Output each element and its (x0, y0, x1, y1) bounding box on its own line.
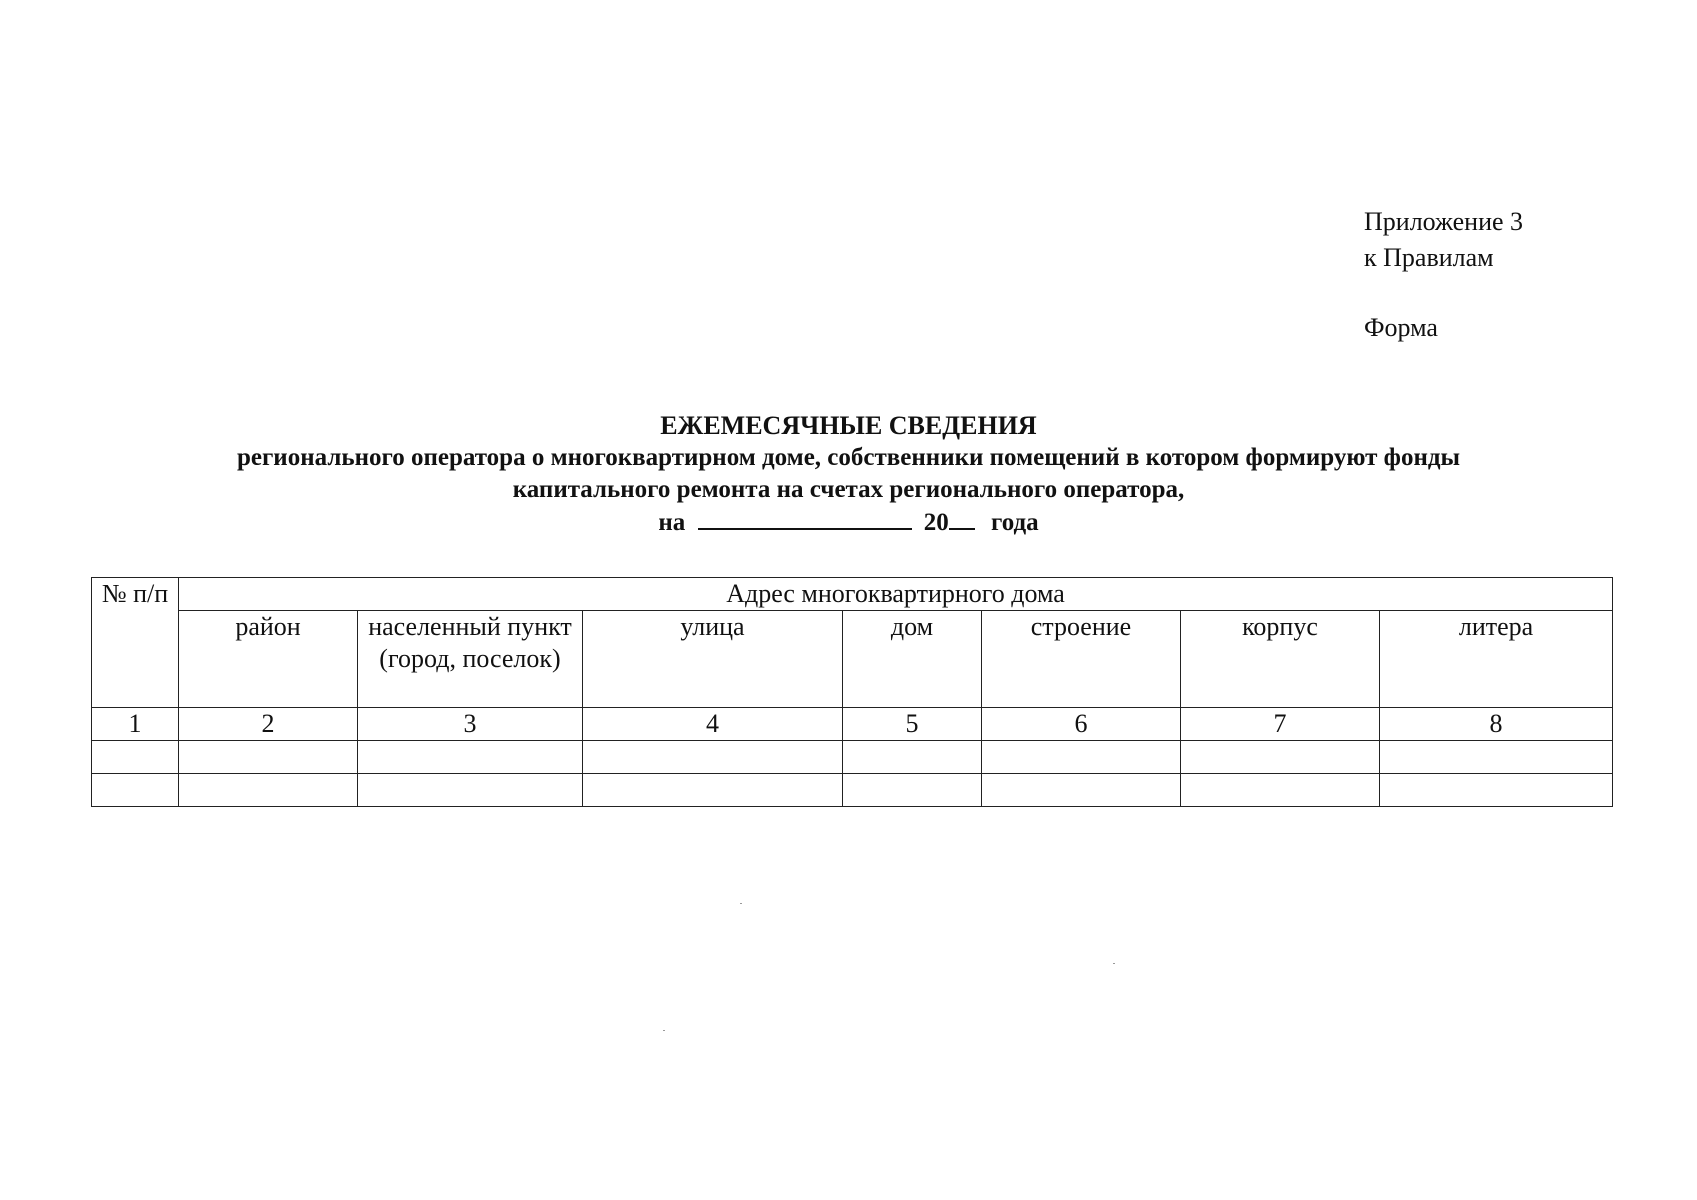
col-number-6: 6 (982, 708, 1181, 741)
header-street: улица (583, 611, 843, 708)
year-blank-field (949, 506, 975, 530)
empty-cell (1380, 741, 1613, 774)
title-date-line (0, 506, 1697, 539)
header-block: корпус (1181, 611, 1380, 708)
col-number-5: 5 (843, 708, 982, 741)
table-row (92, 741, 1613, 774)
empty-cell (1181, 774, 1380, 807)
col-number-7: 7 (1181, 708, 1380, 741)
table-number-row (92, 708, 1613, 741)
date-prefix: на (658, 509, 686, 536)
col-number-8: 8 (1380, 708, 1613, 741)
header-letter: литера (1380, 611, 1613, 708)
empty-cell (1181, 741, 1380, 774)
empty-cell (843, 774, 982, 807)
empty-cell (982, 741, 1181, 774)
col-number-1: 1 (92, 708, 179, 741)
header-house: дом (843, 611, 982, 708)
empty-cell (179, 774, 358, 807)
col-number-4: 4 (583, 708, 843, 741)
appendix-block (1364, 204, 1523, 346)
header-district: район (179, 611, 358, 708)
document-title (0, 410, 1697, 539)
date-blank-field (698, 506, 912, 530)
header-locality: населенный пункт (город, поселок) (358, 611, 583, 708)
date-year: 20 (923, 509, 949, 536)
scan-speck (740, 903, 742, 904)
empty-cell (583, 774, 843, 807)
empty-cell (1380, 774, 1613, 807)
empty-cell (358, 774, 583, 807)
scan-speck (663, 1030, 665, 1031)
table-row (92, 774, 1613, 807)
header-number-cell: № п/п (92, 578, 179, 708)
table-header-row-2 (92, 611, 1613, 708)
empty-cell (179, 741, 358, 774)
header-address-cell: Адрес многоквартирного дома (179, 578, 1613, 611)
title-line2: регионального оператора о многоквартирном доме, собственники помещений в котором формируют фонды (236, 444, 1461, 471)
col-number-3: 3 (358, 708, 583, 741)
appendix-line1: Приложение 3 (1364, 207, 1524, 236)
empty-cell (982, 774, 1181, 807)
table-header-row-1 (92, 578, 1613, 611)
appendix-line2: к Правилам (1364, 243, 1494, 272)
empty-cell (92, 741, 179, 774)
empty-cell (358, 741, 583, 774)
empty-cell (583, 741, 843, 774)
empty-cell (92, 774, 179, 807)
date-suffix: года (991, 509, 1039, 536)
form-label: Форма (1364, 313, 1438, 342)
empty-cell (843, 741, 982, 774)
address-table (91, 577, 1613, 807)
col-number-2: 2 (179, 708, 358, 741)
header-building: строение (982, 611, 1181, 708)
title-line3: капитального ремонта на счетах регионального оператора, (512, 476, 1185, 503)
title-main: ЕЖЕМЕСЯЧНЫЕ СВЕДЕНИЯ (660, 411, 1037, 440)
scan-speck (1113, 963, 1115, 964)
